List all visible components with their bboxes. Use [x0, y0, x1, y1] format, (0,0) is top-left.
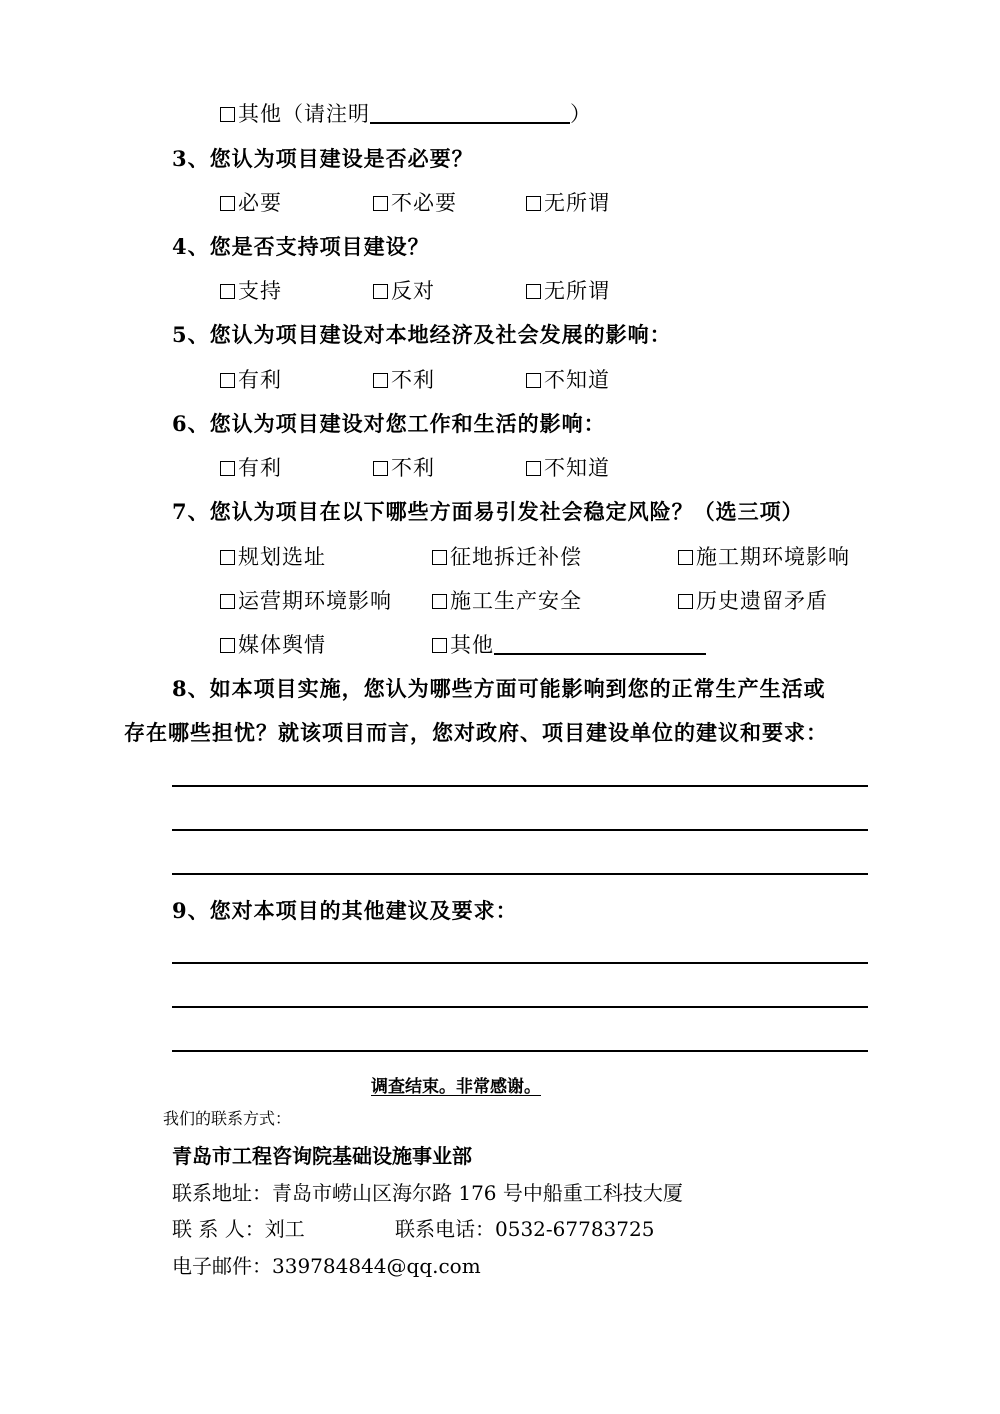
option-label: 运营期环境影响 — [238, 589, 392, 613]
organization-name: 青岛市工程咨询院基础设施事业部 — [172, 1144, 472, 1168]
other-fill-blank[interactable] — [370, 102, 570, 124]
option-label: 支持 — [238, 279, 282, 303]
checkbox[interactable] — [220, 594, 235, 609]
q5-option-1[interactable] — [220, 364, 282, 394]
option-label: 不知道 — [544, 368, 610, 392]
option-label: 不利 — [391, 368, 435, 392]
q7-option-6[interactable] — [678, 585, 828, 615]
checkbox[interactable] — [432, 550, 447, 565]
other-option[interactable] — [220, 98, 592, 128]
checkbox[interactable] — [220, 638, 235, 653]
other-close: ） — [570, 102, 592, 126]
question-8-line-2: 存在哪些担忧？就该项目而言，您对政府、项目建设单位的建议和要求： — [124, 720, 828, 745]
q8-answer-line-2[interactable] — [172, 829, 868, 831]
option-label: 历史遗留矛盾 — [696, 589, 828, 613]
checkbox[interactable] — [220, 196, 235, 211]
contact-phone: 联系电话：0532-67783725 — [395, 1217, 655, 1241]
q8-answer-line-1[interactable] — [172, 785, 868, 787]
contact-intro: 我们的联系方式： — [163, 1109, 292, 1128]
q3-option-3[interactable] — [526, 187, 610, 217]
checkbox[interactable] — [432, 594, 447, 609]
option-label: 反对 — [391, 279, 435, 303]
option-label: 无所谓 — [544, 279, 610, 303]
option-label: 不知道 — [544, 456, 610, 480]
checkbox[interactable] — [678, 594, 693, 609]
option-label: 其他 — [450, 633, 494, 657]
question-7: 7、您认为项目在以下哪些方面易引发社会稳定风险？（选三项） — [172, 499, 804, 524]
checkbox[interactable] — [526, 373, 541, 388]
q7-option-1[interactable] — [220, 541, 326, 571]
q4-option-3[interactable] — [526, 275, 610, 305]
q9-answer-line-3[interactable] — [172, 1050, 868, 1052]
q6-option-3[interactable] — [526, 452, 610, 482]
q7-option-7[interactable] — [220, 629, 326, 659]
option-label: 有利 — [238, 368, 282, 392]
end-notice: 调查结束。非常感谢。 — [371, 1077, 541, 1097]
q4-option-2[interactable] — [373, 275, 435, 305]
option-label: 施工生产安全 — [450, 589, 582, 613]
q5-option-3[interactable] — [526, 364, 610, 394]
checkbox[interactable] — [526, 461, 541, 476]
q7-option-8[interactable] — [432, 629, 706, 659]
option-label: 不利 — [391, 456, 435, 480]
q9-answer-line-1[interactable] — [172, 962, 868, 964]
option-label: 征地拆迁补偿 — [450, 545, 582, 569]
checkbox[interactable] — [373, 196, 388, 211]
q7-option-2[interactable] — [432, 541, 582, 571]
q7-other-fill-blank[interactable] — [494, 633, 706, 655]
q3-option-2[interactable] — [373, 187, 457, 217]
checkbox[interactable] — [373, 284, 388, 299]
checkbox[interactable] — [220, 461, 235, 476]
checkbox[interactable] — [220, 373, 235, 388]
option-label: 不必要 — [391, 191, 457, 215]
checkbox[interactable] — [526, 284, 541, 299]
q6-option-1[interactable] — [220, 452, 282, 482]
q4-option-1[interactable] — [220, 275, 282, 305]
checkbox[interactable] — [220, 284, 235, 299]
checkbox[interactable] — [220, 550, 235, 565]
checkbox[interactable] — [678, 550, 693, 565]
checkbox[interactable] — [373, 461, 388, 476]
q7-option-3[interactable] — [678, 541, 850, 571]
option-label: 无所谓 — [544, 191, 610, 215]
q7-option-4[interactable] — [220, 585, 392, 615]
option-label: 施工期环境影响 — [696, 545, 850, 569]
q8-answer-line-3[interactable] — [172, 873, 868, 875]
option-label: 规划选址 — [238, 545, 326, 569]
checkbox[interactable] — [220, 107, 235, 122]
checkbox[interactable] — [432, 638, 447, 653]
q5-option-2[interactable] — [373, 364, 435, 394]
option-label: 有利 — [238, 456, 282, 480]
option-label: 必要 — [238, 191, 282, 215]
q9-answer-line-2[interactable] — [172, 1006, 868, 1008]
contact-email: 电子邮件：339784844@qq.com — [172, 1254, 481, 1278]
question-3: 3、您认为项目建设是否必要？ — [172, 146, 474, 171]
contact-person: 联 系 人：刘工 — [172, 1217, 305, 1241]
option-label: 媒体舆情 — [238, 633, 326, 657]
checkbox[interactable] — [373, 373, 388, 388]
q6-option-2[interactable] — [373, 452, 435, 482]
q7-option-5[interactable] — [432, 585, 582, 615]
contact-address: 联系地址：青岛市崂山区海尔路 176 号中船重工科技大厦 — [172, 1181, 683, 1205]
question-4: 4、您是否支持项目建设？ — [172, 234, 430, 259]
other-label: 其他（请注明 — [238, 102, 370, 126]
question-5: 5、您认为项目建设对本地经济及社会发展的影响： — [172, 322, 672, 347]
q3-option-1[interactable] — [220, 187, 282, 217]
checkbox[interactable] — [526, 196, 541, 211]
question-6: 6、您认为项目建设对您工作和生活的影响： — [172, 411, 606, 436]
question-8-line-1: 8、如本项目实施，您认为哪些方面可能影响到您的正常生产生活或 — [172, 676, 826, 701]
question-9: 9、您对本项目的其他建议及要求： — [172, 898, 518, 923]
